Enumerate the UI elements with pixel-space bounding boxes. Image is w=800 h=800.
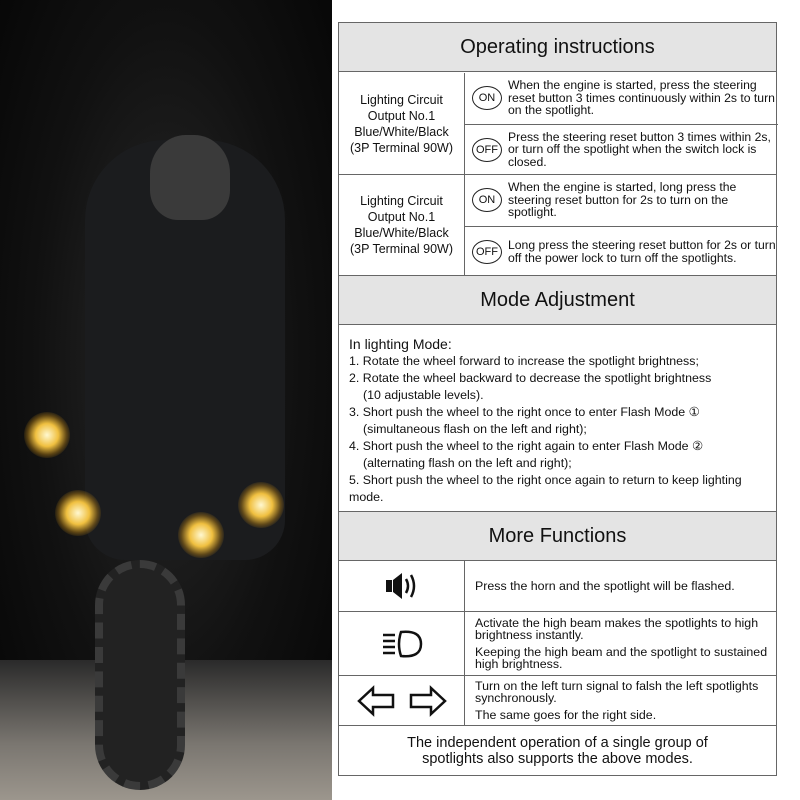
spotlight-glow: [178, 512, 224, 558]
circuit-group: [339, 73, 776, 175]
label-line: Lighting Circuit: [360, 194, 443, 208]
function-row: [339, 612, 776, 676]
on-instruction: [465, 175, 778, 225]
function-text: Keeping the high beam and the spotlight to sustained high brightness.: [475, 644, 768, 671]
off-badge: OFF: [472, 138, 502, 162]
front-wheel: [95, 560, 185, 790]
product-photo: [0, 0, 332, 800]
function-row: [339, 561, 776, 612]
circuit-group: [339, 175, 776, 276]
label-line: Output No.1: [367, 210, 436, 224]
instruction-text: When the engine is started, long press the steering reset button for 2s to turn on the spotlight.: [508, 180, 737, 220]
spotlight-glow: [55, 490, 101, 536]
label-line: (3P Terminal 90W): [349, 242, 454, 256]
instruction-text: Press the steering reset button 3 times within 2s, or turn off the spotlight when the switch lock is closed.: [508, 129, 771, 169]
mode-line: 5. Short push the wheel to the right once again to return to keep lighting mode.: [349, 473, 742, 504]
mode-line: (alternating flash on the left and right);: [363, 456, 572, 470]
function-text: Activate the high beam makes the spotlights to high brightness instantly.: [475, 615, 759, 642]
mode-line: 1. Rotate the wheel forward to increase the spotlight brightness;: [349, 354, 699, 368]
label-line: Lighting Circuit: [360, 92, 443, 107]
off-instruction: [465, 226, 778, 276]
footer-note: [339, 726, 776, 776]
mode-instructions: [349, 336, 774, 506]
label-line: Blue/White/Black: [354, 226, 449, 240]
instruction-text: When the engine is started, press the steering reset button 3 times continuously within 2s to turn on the spotlight.: [508, 78, 775, 118]
spotlight-glow: [238, 482, 284, 528]
footer-line: The independent operation of a single group of: [407, 735, 708, 751]
spotlight-glow: [24, 412, 70, 458]
circuit-label: [339, 73, 465, 174]
mode-line: 4. Short push the wheel to the right again to enter Flash Mode ②: [349, 439, 704, 453]
on-badge: ON: [472, 188, 502, 212]
mode-line: (10 adjustable levels).: [363, 388, 484, 402]
on-instruction: [465, 73, 778, 123]
on-badge: ON: [472, 86, 502, 110]
operating-title: Operating instructions: [339, 22, 776, 72]
label-line: Output No.1: [367, 108, 436, 123]
mode-line: 3. Short push the wheel to the right once to enter Flash Mode ①: [349, 405, 700, 419]
label-line: (3P Terminal 90W): [349, 140, 454, 155]
functions-title: More Functions: [339, 511, 776, 561]
mode-line: 2. Rotate the wheel backward to decrease the spotlight brightness: [349, 371, 712, 385]
function-text: The same goes for the right side.: [475, 707, 657, 722]
off-badge: OFF: [472, 240, 502, 264]
off-instruction: [465, 124, 778, 174]
turn-signal-icon: [339, 676, 465, 725]
footer-line: spotlights also supports the above modes.: [422, 751, 693, 767]
horn-icon: [339, 561, 465, 611]
mode-subtitle: In lighting Mode:: [349, 336, 452, 352]
high-beam-icon: [339, 612, 465, 675]
instructions-panel: [338, 22, 777, 776]
instruction-text: Long press the steering reset button for 2s or turn off the power lock to turn off the spotlights.: [508, 238, 776, 265]
function-row: [339, 676, 776, 726]
function-text: Press the horn and the spotlight will be flashed.: [475, 578, 735, 593]
label-line: Blue/White/Black: [354, 124, 449, 139]
circuit-label: [339, 175, 465, 275]
mode-title: Mode Adjustment: [339, 275, 776, 325]
mode-line: (simultaneous flash on the left and right);: [363, 422, 587, 436]
function-text: Turn on the left turn signal to falsh the left spotlights synchronously.: [475, 678, 759, 706]
helmet: [150, 135, 230, 220]
